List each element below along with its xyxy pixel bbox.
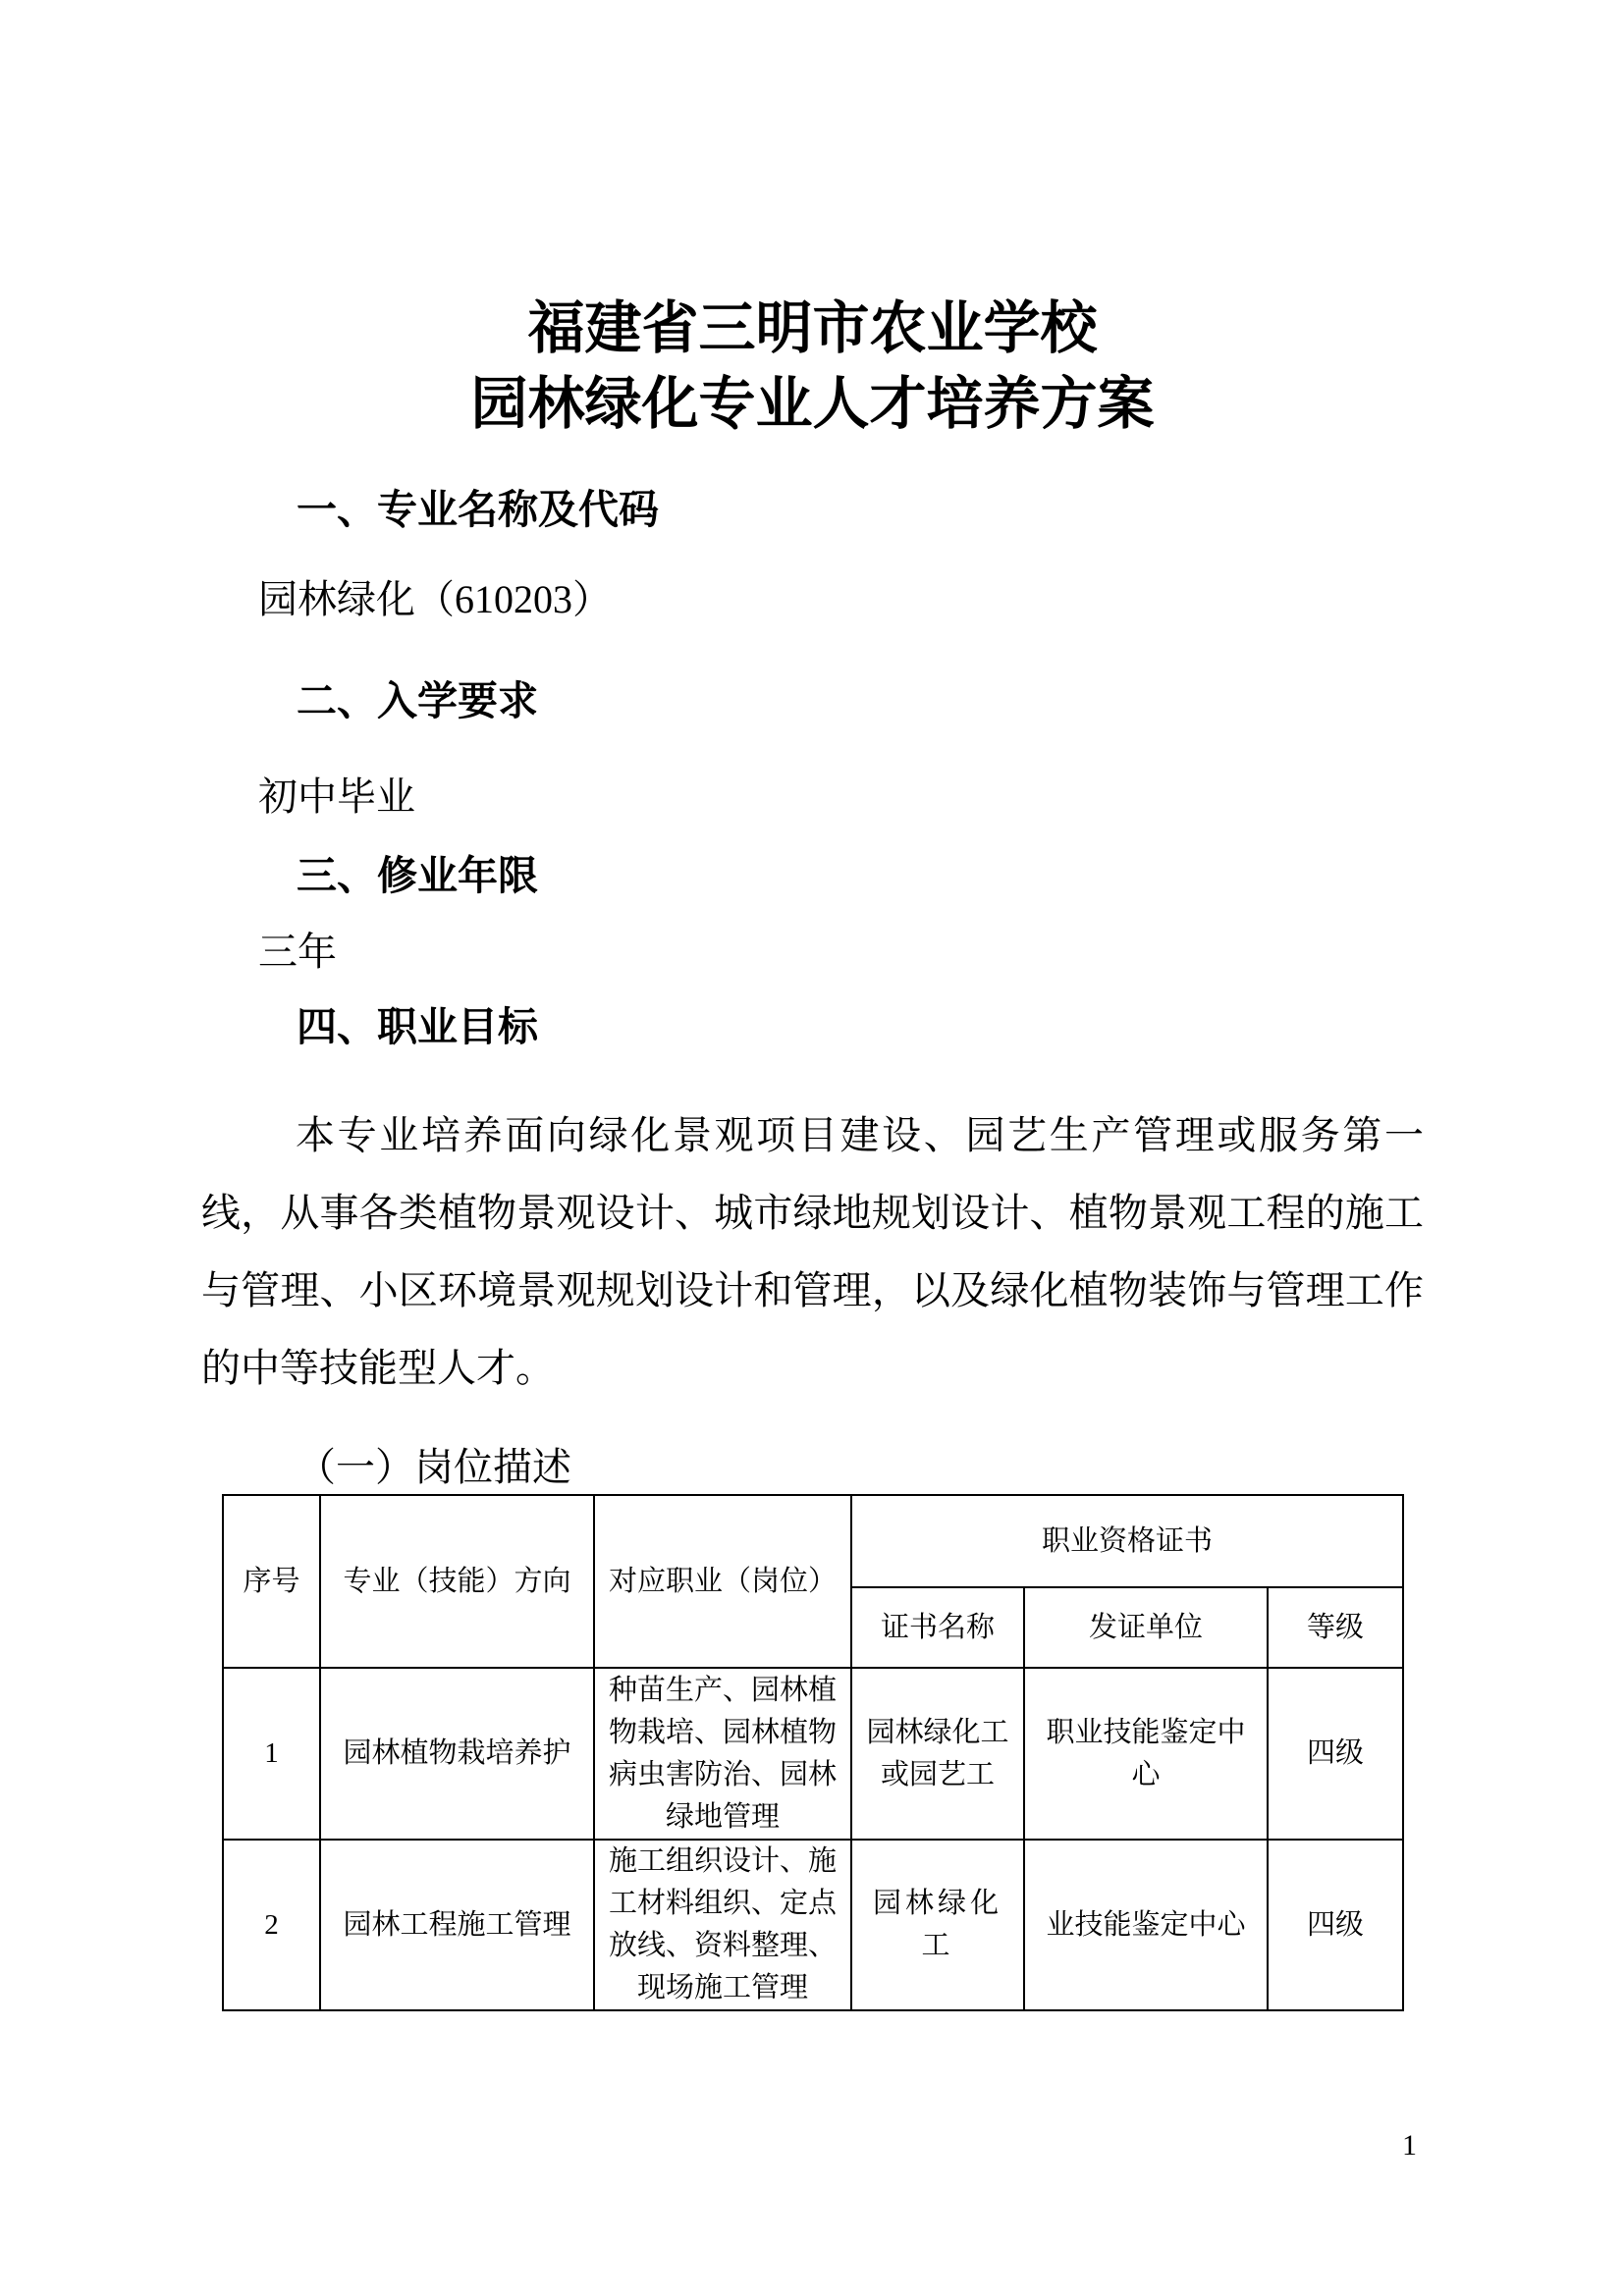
header-cell-certificate-group: 职业资格证书 (851, 1495, 1403, 1587)
section-body-1: 园林绿化（610203） (258, 577, 612, 621)
section-body-3: 三年 (258, 930, 337, 974)
cell-occupation: 施工组织设计、施工材料组织、定点放线、资料整理、现场施工管理 (594, 1840, 851, 2010)
cell-serial: 1 (223, 1668, 320, 1840)
cell-direction: 园林植物栽培养护 (320, 1668, 594, 1840)
cell-cert-name: 园林绿化工或园艺工 (851, 1668, 1024, 1840)
cell-issuer: 职业技能鉴定中心 (1024, 1668, 1268, 1840)
document-title (201, 291, 1424, 442)
job-description-table (222, 1494, 1404, 2011)
subsection-heading: （一）岗位描述 (297, 1445, 571, 1489)
cell-issuer: 业技能鉴定中心 (1024, 1840, 1268, 2010)
cell-cert-name: 园林绿化工 (851, 1840, 1024, 2010)
header-cell-issuer: 发证单位 (1024, 1587, 1268, 1668)
document-content (201, 0, 1424, 2011)
header-cell-level: 等级 (1268, 1587, 1403, 1668)
header-cell-direction: 专业（技能）方向 (320, 1495, 594, 1668)
cell-direction: 园林工程施工管理 (320, 1840, 594, 2010)
cell-serial: 2 (223, 1840, 320, 2010)
page-number: 1 (1402, 2129, 1417, 2162)
header-cell-occupation: 对应职业（岗位） (594, 1495, 851, 1668)
section-heading-1: 一、专业名称及代码 (297, 487, 659, 532)
section-body-2: 初中毕业 (258, 774, 415, 819)
document-title-line2: 园林绿化专业人才培养方案 (470, 372, 1155, 436)
table-row (223, 1668, 1403, 1840)
section-heading-3: 三、修业年限 (297, 853, 538, 898)
cell-level: 四级 (1268, 1668, 1403, 1840)
section-heading-2: 二、入学要求 (297, 678, 538, 723)
header-cell-serial: 序号 (223, 1495, 320, 1668)
cell-occupation: 种苗生产、园林植物栽培、园林植物病虫害防治、园林绿地管理 (594, 1668, 851, 1840)
cell-level: 四级 (1268, 1840, 1403, 2010)
table-header-row-1 (223, 1495, 1403, 1587)
section-body-4-paragraph: 本专业培养面向绿化景观项目建设、园艺生产管理或服务第一线，从事各类植物景观设计、城市绿地规划设计、植物景观工程的施工与管理、小区环境景观规划设计和管理，以及绿化植物装饰与管理工作的中等技能型人才。 (201, 1113, 1424, 1390)
document-title-line1: 福建省三明市农业学校 (527, 296, 1098, 360)
header-cell-cert-name: 证书名称 (851, 1587, 1024, 1668)
table-row (223, 1840, 1403, 2010)
section-heading-4: 四、职业目标 (297, 1004, 538, 1049)
